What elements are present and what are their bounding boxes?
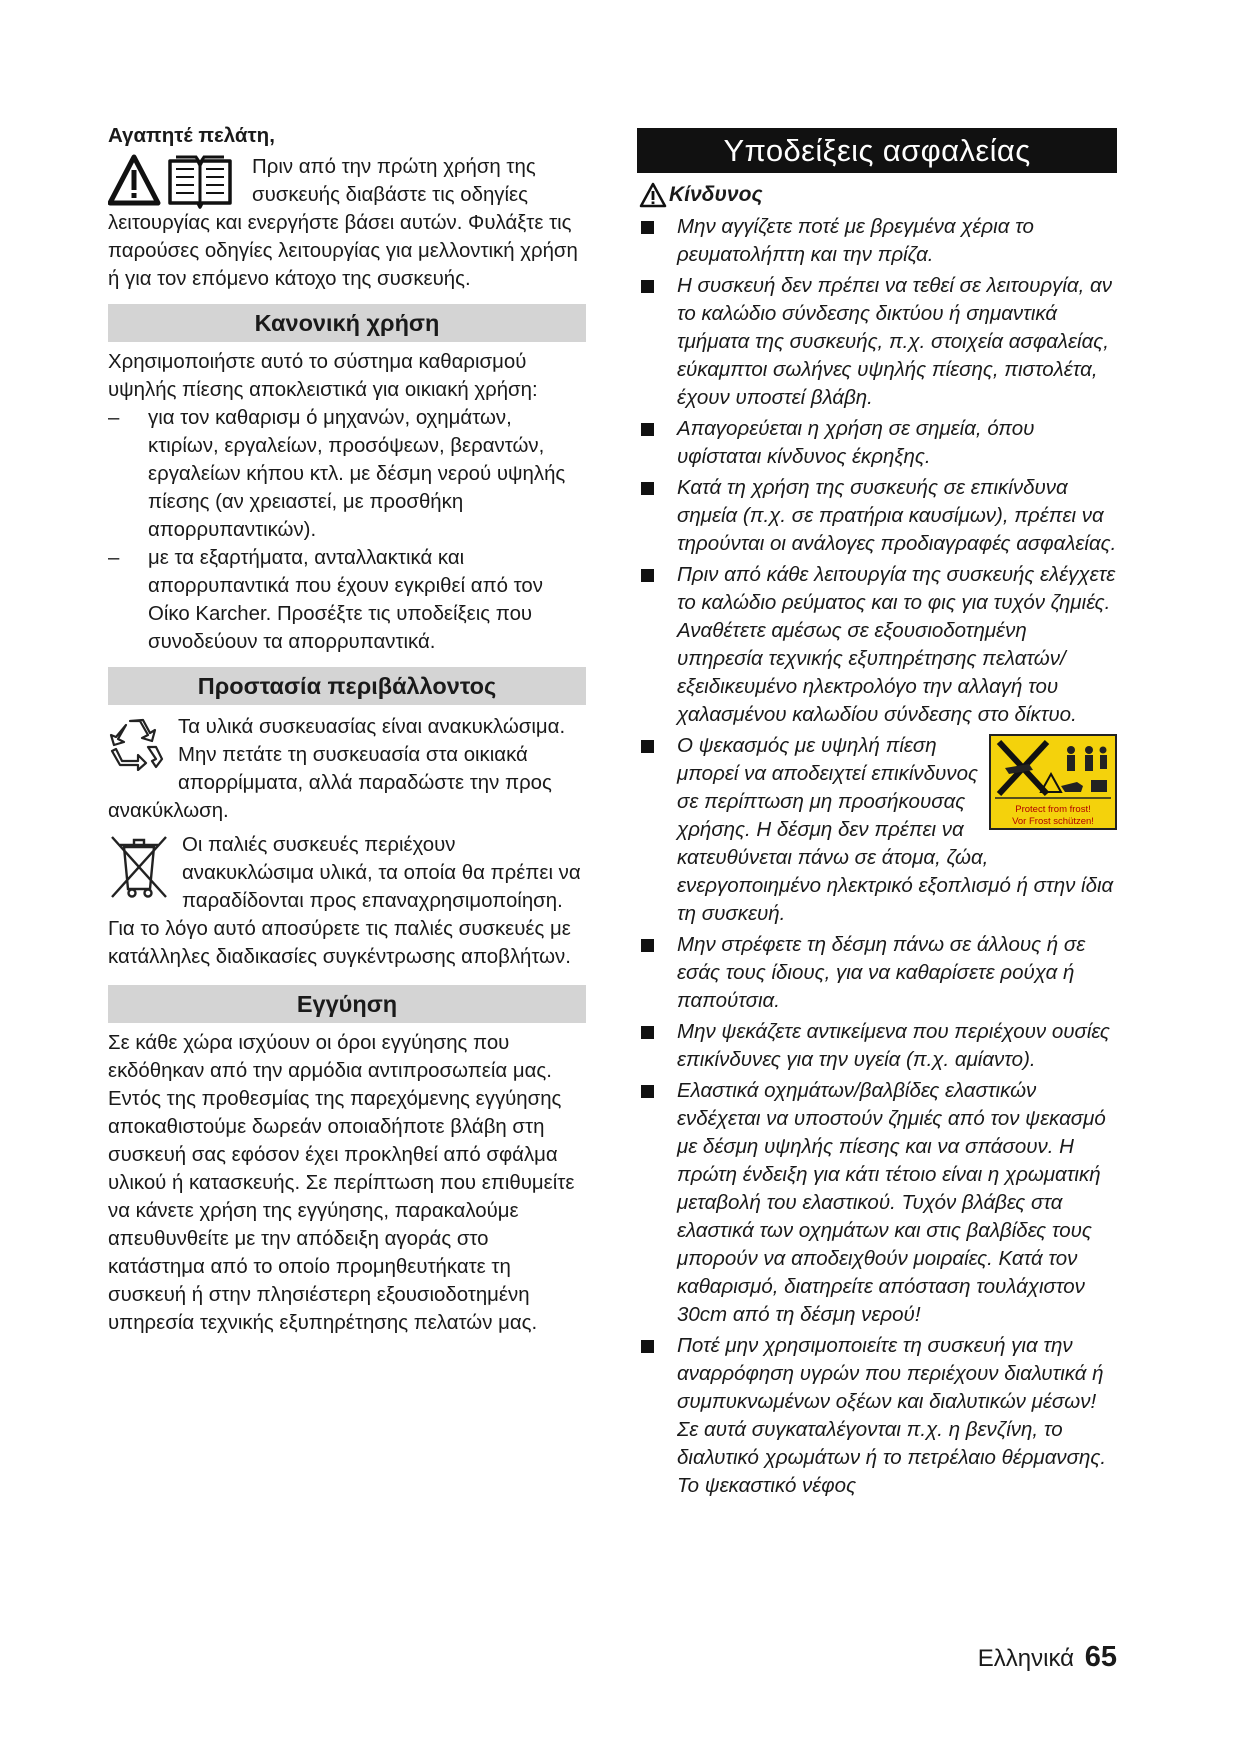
safety-item: Η συσκευή δεν πρέπει να τεθεί σε λειτουργία, αν το καλώδιο σύνδεσης δικτύου ή σημαντικά τμήματα της συσκευής, π.χ. στοιχεία ασφαλείας, εύκαμπτοι σωλήνες υψηλής πίεσης, πιστολέτα, έχουν υποστεί βλάβη.	[637, 272, 1117, 412]
usage-item: – με τα εξαρτήματα, ανταλλακτικά και απορρυπαντικά που έχουν εγκριθεί από τον Οίκο Karcher. Προσέξτε τις υποδείξεις που συνοδεύουν τα απορρυπαντικά.	[108, 547, 543, 653]
environment-text-2: Οι παλιές συσκευές περιέχουν ανακυκλώσιμα υλικά, τα οποία θα πρέπει να παραδίδονται προς επαναχρησιμοποίηση. Για το λόγο αυτό αποσύρετε τις παλιές συσκευές με κατάλληλες διαδικασίες συγκέντρωσης αποβλήτων.	[108, 834, 581, 968]
book-icon	[166, 153, 234, 209]
left-column	[108, 122, 586, 1337]
environment-packaging	[108, 713, 586, 825]
intro-block	[108, 153, 586, 293]
intro-text: Πριν από την πρώτη χρήση της συσκευής διαβάστε τις οδηγίες λειτουργίας και ενεργήστε βάσει αυτών. Φυλάξτε τις παρούσες οδηγίες λειτουργίας για μελλοντική χρήση ή για τον επόμενο κάτοχο της συσκευής.	[108, 156, 578, 290]
usage-list	[108, 404, 586, 656]
recycle-icon	[108, 715, 166, 771]
section-title-warranty: Εγγύηση	[108, 985, 586, 1023]
section-title-environment: Προστασία περιβάλλοντος	[108, 667, 586, 705]
safety-item: Ελαστικά οχημάτων/βαλβίδες ελαστικών ενδέχεται να υποστούν ζημιές από τον ψεκασμό με δέσμη υψηλής πίεσης και να σπάσουν. Η πρώτη ένδειξη για κάτι τέτοιο είναι η χρωματική μεταβολή του ελαστικού. Τυχόν βλάβες στα ελαστικά των οχημάτων και στις βαλβίδες τους μπορούν να αποδειχθούν μοιραίες. Κατά τον καθαρισμό, διατηρείτε απόσταση τουλάχιστον 30cm από τη δέσμη νερού!	[637, 1077, 1117, 1329]
warranty-text: Σε κάθε χώρα ισχύουν οι όροι εγγύησης που εκδόθηκαν από την αρμόδια αντιπροσωπεία μας. Εντός της προθεσμίας της παρεχόμενης εγγύησης αποκαθιστούμε δωρεάν οποιαδήποτε βλάβη στη συσκευή σας εφόσον έχει προκληθεί από σφάλμα υλικού ή κατασκευής. Σε περίπτωση που επιθυμείτε να κάνετε χρήση της εγγύησης, παρακαλούμε απευθυνθείτε με την απόδειξη αγοράς στο κατάστημα από το οποίο προμηθευτήκατε τη συσκευή ή στην πλησιέστερη εξουσιοδοτημένη υπηρεσία τεχνικής εξυπηρέτησης πελατών μας.	[108, 1032, 575, 1334]
svg-text:Vor Frost schützen!: Vor Frost schützen!	[1012, 816, 1094, 827]
right-column	[637, 128, 1117, 1503]
environment-text-1: Τα υλικά συσκευασίας είναι ανακυκλώσιμα. Μην πετάτε τη συσκευασία στα οικιακά απορρίμματα, αλλά παραδώστε την προς ανακύκλωση.	[108, 716, 566, 822]
svg-text:Protect from frost!: Protect from frost!	[1015, 804, 1091, 815]
safety-item: Πριν από κάθε λειτουργία της συσκευής ελέγχετε το καλώδιο ρεύματος και το φις για τυχόν ζημιές. Αναθέτετε αμέσως σε εξουσιοδοτημένη υπηρεσία τεχνικής εξυπηρέτησης πελατών/εξειδικευμένο ηλεκτρολόγο την αλλαγή του χαλασμένου καλωδίου σύνδεσης στο δίκτυο.	[637, 561, 1117, 729]
safety-title: Υποδείξεις ασφαλείας	[637, 128, 1117, 173]
safety-item: Απαγορεύεται η χρήση σε σημεία, όπου υφίσταται κίνδυνος έκρηξης.	[637, 415, 1117, 471]
section-title-usage: Κανονική χρήση	[108, 304, 586, 342]
safety-item: Μην ψεκάζετε αντικείμενα που περιέχουν ουσίες επικίνδυνες για την υγεία (π.χ. αμίαντο).	[637, 1018, 1117, 1074]
footer-language: Ελληνικά	[977, 1645, 1075, 1672]
usage-text: Χρησιμοποιήστε αυτό το σύστημα καθαρισμού υψηλής πίεσης αποκλειστικά για οικιακή χρήση:	[108, 351, 538, 401]
danger-label: Κίνδυνος	[669, 183, 763, 206]
safety-item: Κατά τη χρήση της συσκευής σε επικίνδυνα σημεία (π.χ. σε πρατήρια καυσίμων), πρέπει να τηρούνται οι ανάλογες προδιαγραφές ασφαλείας.	[637, 474, 1117, 558]
usage-item: – για τον καθαρισμ ό μηχανών, οχημάτων, κτιρίων, εργαλείων, προσόψεων, βεραντών, εργαλείων κήπου κτλ. με δέσμη νερού υψηλής πίεσης (αν χρειαστεί, με προσθήκη απορρυπαντικών).	[108, 407, 566, 541]
safety-item: Protect from frost! Vor Frost schützen! Ο ψεκασμός με υψηλή πίεση μπορεί να αποδειχτεί επικίνδυνος σε περίπτωση μη προσήκουσας χρήσης. Η δέσμη δεν πρέπει να κατευθύνεται πάνω σε άτομα, ζώα, ενεργοποιημένο ηλεκτρικό εξοπλισμό ή στην ίδια τη συσκευή.	[637, 732, 1117, 928]
intro-icons	[108, 153, 236, 209]
safety-item: Μην στρέφετε τη δέσμη πάνω σε άλλους ή σε εσάς τους ίδιους, για να καθαρίσετε ρούχα ή παπούτσια.	[637, 931, 1117, 1015]
safety-item: Μην αγγίζετε ποτέ με βρεγμένα χέρια το ρευματολήπτη και την πρίζα.	[637, 213, 1117, 269]
safety-list	[637, 213, 1117, 1500]
environment-weee	[108, 831, 586, 971]
danger-triangle-icon	[639, 182, 667, 208]
frost-warning-image	[989, 734, 1117, 830]
safety-item: Ποτέ μην χρησιμοποιείτε τη συσκευή για την αναρρόφηση υγρών που περιέχουν διαλυτικά ή συμπυκνωμένων οξέων και διαλυτικών μέσων! Σε αυτά συγκαταλέγονται π.χ. η βενζίνη, το διαλυτικό χρωμάτων ή το πετρέλαιο θέρμανσης. Το ψεκαστικό νέφος	[637, 1332, 1117, 1500]
greeting: Αγαπητέ πελάτη,	[108, 124, 275, 147]
crossed-bin-icon	[108, 833, 170, 901]
danger-heading	[639, 181, 1117, 209]
page-footer	[978, 1641, 1117, 1674]
page-number: 65	[1084, 1641, 1117, 1673]
